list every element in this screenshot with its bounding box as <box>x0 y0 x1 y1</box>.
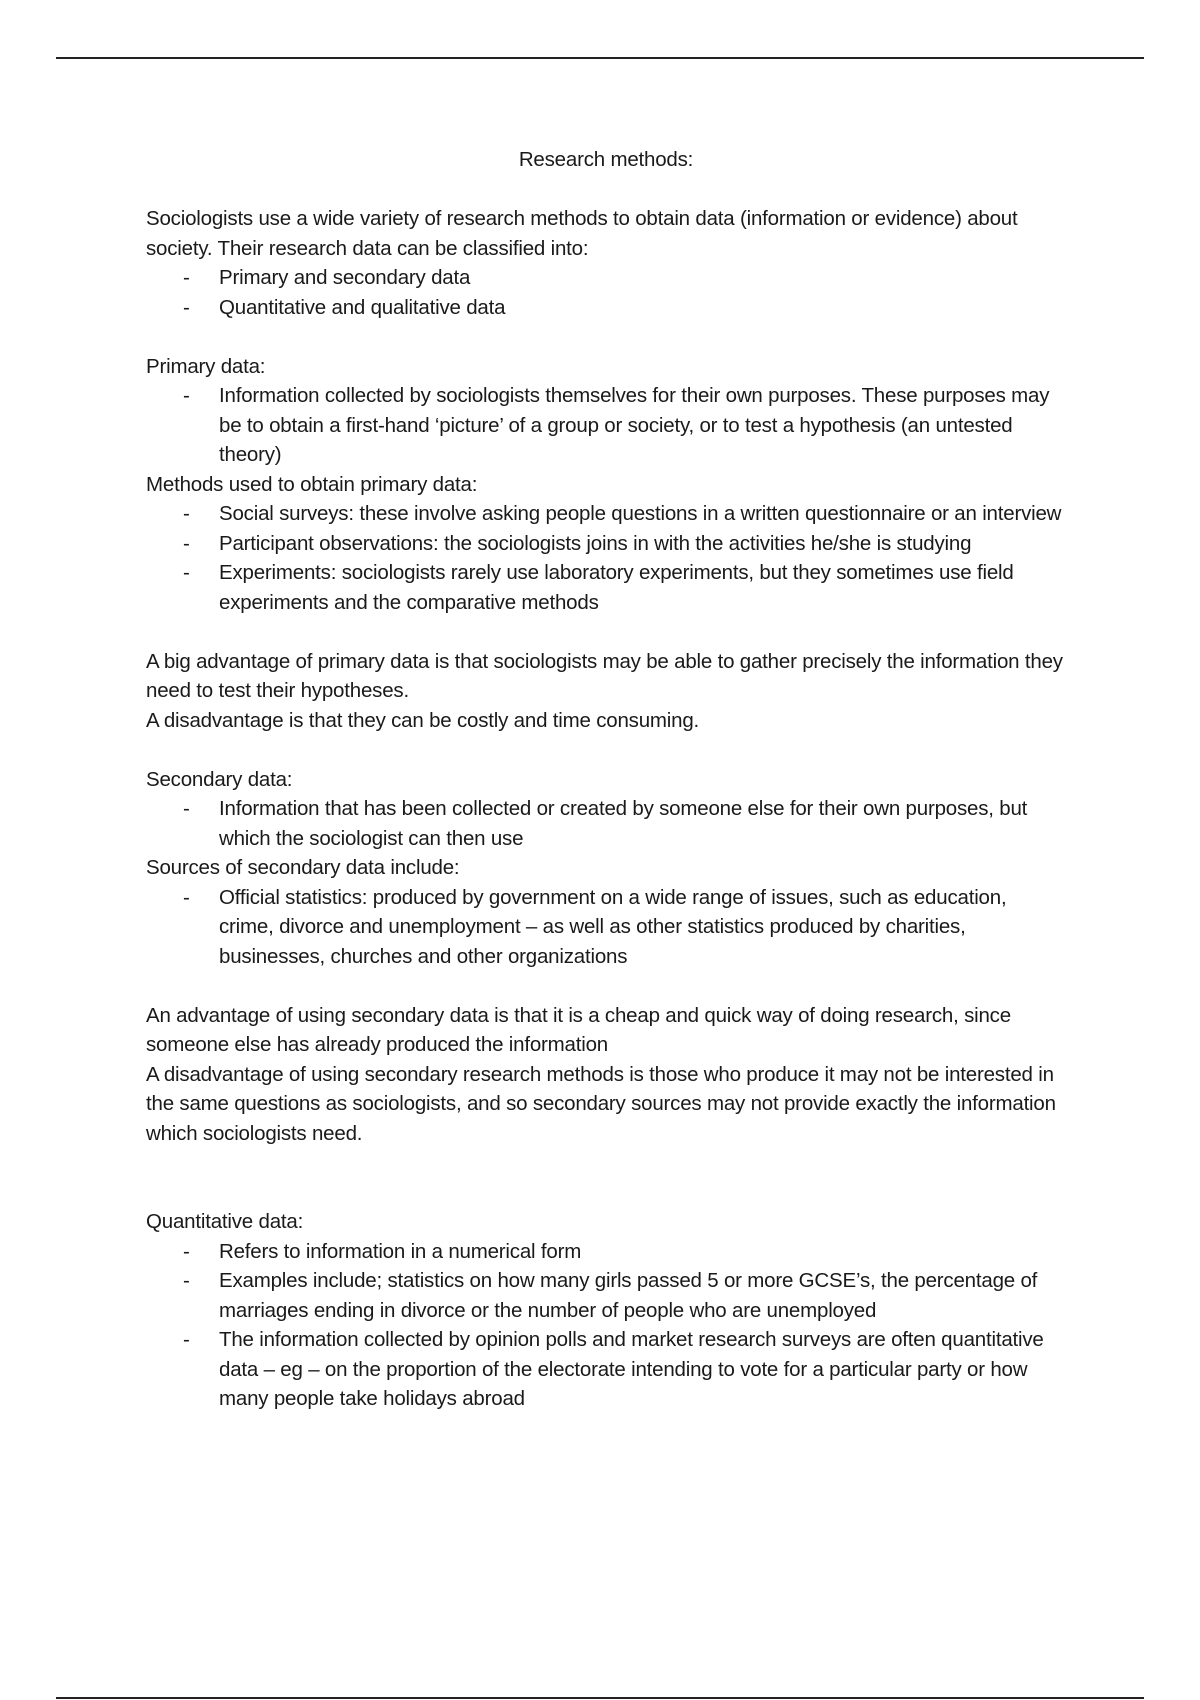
secondary-sources-heading: Sources of secondary data include: <box>146 856 460 879</box>
primary-methods-heading: Methods used to obtain primary data: <box>146 472 478 496</box>
document-title: Research methods: <box>518 148 694 171</box>
list-item: - Quantitative and qualitative data <box>146 293 1066 323</box>
dash-bullet: - <box>183 1328 190 1351</box>
list-item: - Examples include; statistics on how many girls passed 5 or more GCSE’s, the percentage of marriages ending in divorce or the number of people who are unemployed <box>146 1266 1066 1325</box>
primary-methods-list <box>146 499 1066 617</box>
primary-disadvantage: A disadvantage is that they can be costly and time consuming. <box>146 708 700 732</box>
list-item: - Primary and secondary data <box>146 263 1066 293</box>
dash-bullet: - <box>183 384 190 407</box>
primary-heading: Primary data: <box>146 354 266 378</box>
list-item: - Experiments: sociologists rarely use laboratory experiments, but they sometimes use field experiments and the comparative methods <box>146 558 1066 617</box>
list-item: - The information collected by opinion polls and market research surveys are often quantitative data – eg – on the proportion of the electorate intending to vote for a particular party or how many people take holidays abroad <box>146 1325 1066 1414</box>
list-item: - Official statistics: produced by government on a wide range of issues, such as education, crime, divorce and unemployment – as well as other statistics produced by charities, businesses, churches and other organizations <box>146 883 1066 972</box>
intro-paragraph: Sociologists use a wide variety of research methods to obtain data (information or evidence) about society. Their research data can be classified into: <box>146 207 1018 260</box>
dash-bullet: - <box>183 885 190 909</box>
secondary-definition-list <box>146 794 1066 853</box>
intro-list <box>146 263 1066 322</box>
dash-bullet: - <box>183 1269 190 1292</box>
dash-bullet: - <box>183 561 190 584</box>
dash-bullet: - <box>183 531 190 555</box>
dash-bullet: - <box>183 1239 190 1263</box>
dash-bullet: - <box>183 266 190 289</box>
quantitative-heading: Quantitative data: <box>146 1210 304 1233</box>
primary-advantage: A big advantage of primary data is that sociologists may be able to gather precisely the information they need to test their hypotheses. <box>146 649 1063 702</box>
dash-bullet: - <box>183 295 190 319</box>
header-rule <box>56 57 1144 59</box>
secondary-sources-list <box>146 883 1066 972</box>
dash-bullet: - <box>183 797 190 820</box>
list-item: - Information that has been collected or created by someone else for their own purposes, but which the sociologist can then use <box>146 794 1066 853</box>
document-body <box>146 145 1066 1414</box>
secondary-heading: Secondary data: <box>146 767 293 791</box>
quantitative-list <box>146 1237 1066 1414</box>
list-item: - Participant observations: the sociologists joins in with the activities he/she is studying <box>146 529 1066 559</box>
list-item: - Information collected by sociologists themselves for their own purposes. These purposes may be to obtain a first-hand ‘picture’ of a group or society, or to test a hypothesis (an untested theory) <box>146 381 1066 470</box>
secondary-advantage: An advantage of using secondary data is that it is a cheap and quick way of doing research, since someone else has already produced the information <box>146 1003 1011 1056</box>
list-item: - Refers to information in a numerical form <box>146 1237 1066 1267</box>
dash-bullet: - <box>183 502 190 525</box>
list-item: - Social surveys: these involve asking people questions in a written questionnaire or an interview <box>146 499 1066 529</box>
footer-rule <box>56 1697 1144 1699</box>
secondary-disadvantage: A disadvantage of using secondary research methods is those who produce it may not be interested in the same questions as sociologists, and so secondary sources may not provide exactly the information which sociologists need. <box>146 1062 1056 1145</box>
primary-definition-list <box>146 381 1066 470</box>
